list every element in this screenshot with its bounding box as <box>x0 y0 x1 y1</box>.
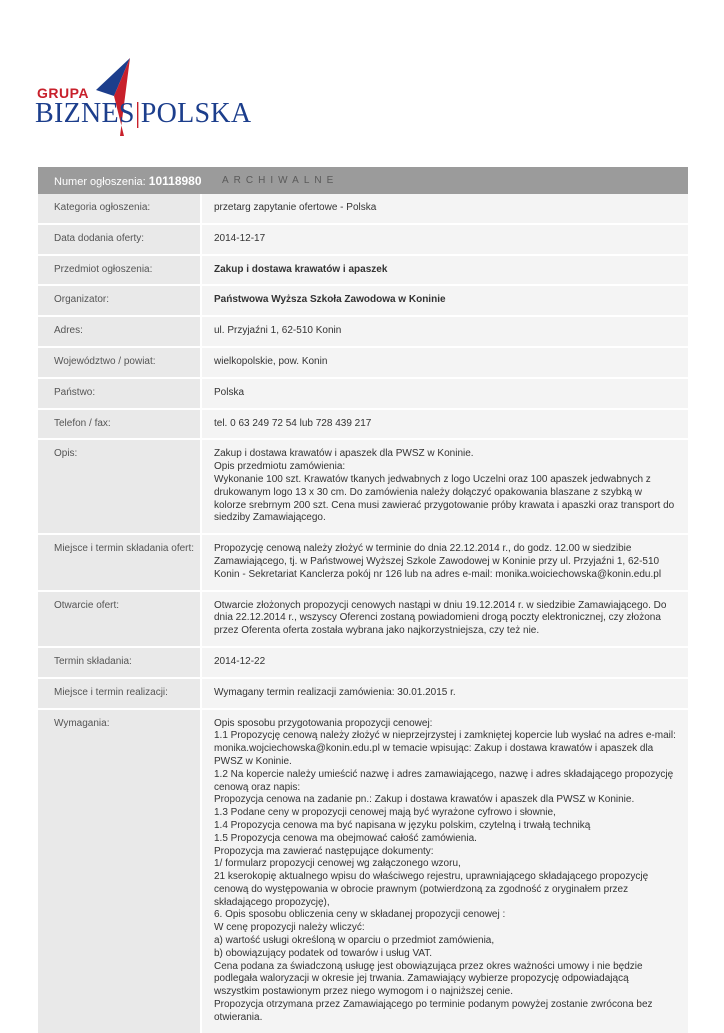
text-line: 1/ formularz propozycji cenowej wg załączonego wzoru, <box>214 858 461 870</box>
row-wojewodztwo <box>38 346 688 377</box>
row-value: Państwowa Wyższa Szkoła Zawodowa w Koninie <box>202 286 688 315</box>
text-line: 1.2 Na kopercie należy umieścić nazwę i adres zamawiającego, nazwę i adres składającego propozycję cenową oraz napis: <box>214 768 674 793</box>
number-value: 10118980 <box>148 173 202 188</box>
row-miejsce <box>38 533 688 589</box>
row-label: Kategoria ogłoszenia: <box>38 194 200 223</box>
row-value <box>202 440 688 533</box>
text-line: 1.3 Podane ceny w propozycji cenowej mają być wyrażone cyfrowo i słownie, <box>214 807 556 819</box>
text-line: 6. Opis sposobu obliczenia ceny w składanej propozycji cenowej : <box>214 909 506 921</box>
row-value: tel. 0 63 249 72 54 lub 728 439 217 <box>202 410 688 439</box>
row-value: 2014-12-17 <box>202 225 688 254</box>
row-label: Otwarcie ofert: <box>38 592 200 646</box>
row-adres <box>38 315 688 346</box>
logo-grupa: GRUPA <box>37 85 90 101</box>
row-termin <box>38 646 688 677</box>
logo-left: BIZNES <box>35 98 135 129</box>
row-opis <box>38 438 688 533</box>
row-label: Telefon / fax: <box>38 410 200 439</box>
announcement-number <box>38 173 202 188</box>
logo-wordmark <box>35 98 251 130</box>
row-value: wielkopolskie, pow. Konin <box>202 348 688 377</box>
text-line: Opis przedmiotu zamówienia: <box>214 461 346 473</box>
row-wymagania <box>38 708 688 1033</box>
row-realizacja <box>38 677 688 708</box>
announcement-table <box>38 167 688 1033</box>
logo-separator: | <box>134 98 141 129</box>
text-line: a) wartość usługi określoną w oparciu o przedmiot zamówienia, <box>214 935 495 947</box>
row-label: Organizator: <box>38 286 200 315</box>
row-value: 2014-12-22 <box>202 648 688 677</box>
row-label: Opis: <box>38 440 200 533</box>
text-line: Propozycja ma zawierać następujące dokumenty: <box>214 845 434 857</box>
row-label: Adres: <box>38 317 200 346</box>
row-value: Otwarcie złożonych propozycji cenowych nastąpi w dniu 19.12.2014 r. w siedzibie Zamawiającego. Do dnia 22.12.2014 r., wszyscy Oferenci zostaną powiadomieni drogą poczty elektronicznej, czy złożona przez Oferenta oferta została wybrana jako najkorzystniejsza, czy też nie. <box>202 592 688 646</box>
row-label: Państwo: <box>38 379 200 408</box>
row-label: Wymagania: <box>38 710 200 1033</box>
row-value: Wymagany termin realizacji zamówienia: 30.01.2015 r. <box>202 679 688 708</box>
row-value: Propozycję cenową należy złożyć w terminie do dnia 22.12.2014 r., do godz. 12.00 w siedzibie Zamawiającego, tj. w Państwowej Wyższej Szkole Zawodowej w Koninie przy ul. Przyjaźni 1, 62-510 Konin - Sekretariat Kanclerza pokój nr 126 lub na adres e-mail: monika.woiciechowska@konin.edu.pl <box>202 535 688 589</box>
row-value: ul. Przyjaźni 1, 62-510 Konin <box>202 317 688 346</box>
text-line: 1.5 Propozycja cenowa ma obejmować całość zamówienia. <box>214 832 477 844</box>
row-value: Polska <box>202 379 688 408</box>
status-badge: ARCHIWALNE <box>222 175 339 186</box>
announcement-header <box>38 167 688 194</box>
row-otwarcie <box>38 590 688 646</box>
row-telefon <box>38 408 688 439</box>
row-przedmiot <box>38 254 688 285</box>
text-line: b) obowiązujący podatek od towarów i usług VAT. <box>214 947 433 959</box>
text-line: Opis sposobu przygotowania propozycji cenowej: <box>214 717 433 729</box>
text-line: Propozycja otrzymana przez Zamawiającego po terminie podanym powyżej zostanie zwrócona bez otwierania. <box>214 999 653 1023</box>
logo-right: POLSKA <box>140 98 252 129</box>
row-value: przetarg zapytanie ofertowe - Polska <box>202 194 688 223</box>
row-data <box>38 223 688 254</box>
text-line: 1.4 Propozycja cenowa ma być napisana w języku polskim, czytelną i trwałą techniką <box>214 819 591 831</box>
row-value <box>202 710 688 1033</box>
row-label: Przedmiot ogłoszenia: <box>38 256 200 285</box>
text-line: Wykonanie 100 szt. Krawatów tkanych jedwabnych z logo Uczelni oraz 100 apaszek jedwabnych z drukowanym logo 13 x 30 cm. Do zamówienia należy dołączyć opakowania blaszane z szybką w kolorze srebrnym 200 szt. Cena musi zawierać przygotowanie próby krawata i apaszki oraz transport do siedziby Zamawiającego. <box>214 473 675 524</box>
row-label: Województwo / powiat: <box>38 348 200 377</box>
row-label: Miejsce i termin składania ofert: <box>38 535 200 589</box>
row-panstwo <box>38 377 688 408</box>
text-line: W cenę propozycji należy wliczyć: <box>214 922 365 934</box>
logo <box>30 52 252 148</box>
row-label: Data dodania oferty: <box>38 225 200 254</box>
text-line: 21 kserokopię aktualnego wpisu do właściwego rejestru, uprawniającego składającego propozycję cenową do występowania w obrocie prawnym (potwierdzoną za zgodność z oryginałem przez składającego propozycję), <box>214 871 649 908</box>
text-line: Cena podana za świadczoną usługę jest obowiązująca przez okres ważności umowy i nie będzie podlegała waloryzacji w okresie jej trwania. Zamawiający wybierze propozycję odpowiadającą wszystkim postawionym przez niego wymogom i o najniższej cenie. <box>214 960 643 998</box>
row-value: Zakup i dostawa krawatów i apaszek <box>202 256 688 285</box>
row-kategoria <box>38 194 688 223</box>
row-organizator <box>38 284 688 315</box>
text-line: Zakup i dostawa krawatów i apaszek dla PWSZ w Koninie. <box>214 448 474 460</box>
row-label: Termin składania: <box>38 648 200 677</box>
text-line: 1.1 Propozycję cenową należy złożyć w nieprzejrzystej i zamkniętej kopercie lub wysłać na adres e-mail: monika.wojciechowska@konin.edu.pl w temacie wpisując: Zakup i dostawa krawatów i apaszek dla PWSZ w Koninie. <box>214 730 676 767</box>
row-label: Miejsce i termin realizacji: <box>38 679 200 708</box>
text-line: Propozycja cenowa na zadanie pn.: Zakup i dostawa krawatów i apaszek dla PWSZ w Koninie. <box>214 794 635 806</box>
number-label: Numer ogłoszenia: <box>54 175 146 188</box>
